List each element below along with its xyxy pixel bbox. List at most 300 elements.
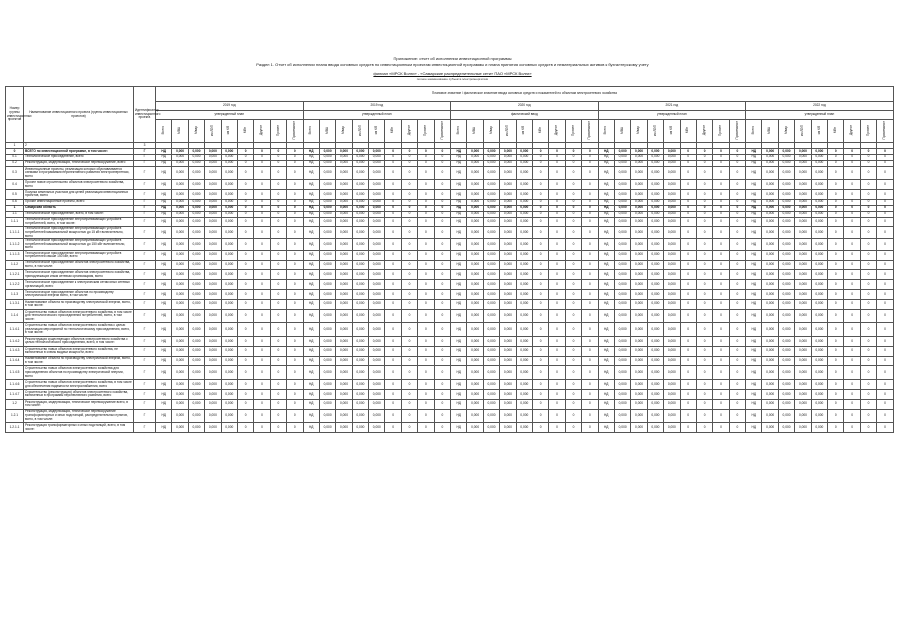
- metric-header-label: МВт: [242, 127, 247, 134]
- row-value: НД: [156, 260, 172, 270]
- row-value: 0: [828, 190, 844, 200]
- row-value: 0: [680, 356, 696, 366]
- row-value: 0,000: [778, 148, 794, 154]
- metric-header-label: Прочее: [718, 124, 723, 136]
- row-value: 0,000: [369, 270, 385, 280]
- row-value: 0,000: [647, 166, 663, 180]
- row-value: 0: [549, 299, 565, 309]
- row-value: 0,000: [319, 323, 335, 337]
- row-value: 0,000: [369, 180, 385, 190]
- row-value: 0: [680, 323, 696, 337]
- metric-header: [631, 120, 647, 143]
- row-value: 0,000: [795, 409, 811, 423]
- row-value: 0,000: [221, 205, 237, 211]
- row-value: 0: [877, 199, 894, 205]
- row-id: Г: [134, 380, 156, 390]
- row-value: 0: [237, 309, 253, 323]
- row-value: 0,000: [467, 323, 483, 337]
- row-name: Строительство новых объектов электросетевого хозяйства с целью реализации мероприятий по технологическому присоединению, всего, в том числе:: [24, 323, 134, 337]
- row-value: НД: [303, 148, 319, 154]
- row-value: 0,000: [811, 160, 827, 166]
- row-value: 0: [828, 280, 844, 290]
- row-value: 0,000: [664, 423, 680, 433]
- row-value: 0,000: [795, 227, 811, 239]
- row-value: 0: [844, 205, 860, 211]
- row-code: 1.1.2.2: [6, 280, 24, 290]
- row-value: НД: [598, 356, 614, 366]
- row-value: 0,000: [795, 166, 811, 180]
- row-value: 0,000: [631, 290, 647, 300]
- row-name: Строительство новых объектов электросетевого хозяйства, в том числе для технологического присоединения потребителей, всего, в том числе:: [24, 309, 134, 323]
- row-value: 0: [287, 389, 303, 399]
- metric-header: [303, 120, 319, 143]
- row-value: 0,000: [319, 356, 335, 366]
- row-value: НД: [451, 154, 467, 160]
- row-value: 0,000: [631, 227, 647, 239]
- row-value: 0: [254, 205, 270, 211]
- row-value: 0,000: [172, 205, 188, 211]
- row-value: 0: [434, 250, 450, 260]
- row-value: 0,000: [221, 217, 237, 227]
- row-value: 0,000: [336, 148, 352, 154]
- row-value: 0,000: [762, 217, 778, 227]
- row-value: 0: [844, 250, 860, 260]
- metric-header: [860, 120, 876, 143]
- row-value: НД: [156, 356, 172, 366]
- row-value: 0,000: [352, 154, 368, 160]
- row-value: НД: [303, 250, 319, 260]
- row-value: 0,000: [762, 270, 778, 280]
- row-value: НД: [303, 409, 319, 423]
- row-value: 0: [713, 366, 729, 380]
- row-value: 0,000: [811, 290, 827, 300]
- row-value: 0,000: [795, 180, 811, 190]
- row-value: 0: [877, 217, 894, 227]
- row-value: 0: [582, 356, 598, 366]
- row-value: 0: [270, 380, 286, 390]
- row-value: 0: [549, 290, 565, 300]
- year-header: 2021 год: [598, 102, 746, 111]
- row-value: 0,000: [336, 299, 352, 309]
- row-code: 0.4: [6, 180, 24, 190]
- row-value: 0,000: [172, 409, 188, 423]
- row-value: 0,000: [205, 239, 221, 251]
- metric-header: [713, 120, 729, 143]
- row-value: 0: [729, 389, 745, 399]
- row-value: 0,000: [778, 160, 794, 166]
- row-value: 0,000: [172, 389, 188, 399]
- table-row: [6, 280, 894, 290]
- row-value: НД: [303, 399, 319, 409]
- row-value: 0: [713, 323, 729, 337]
- row-value: 0: [434, 299, 450, 309]
- row-value: 0: [877, 309, 894, 323]
- row-value: 0: [401, 160, 417, 166]
- row-value: 0,000: [336, 270, 352, 280]
- row-value: 0,000: [483, 166, 499, 180]
- row-value: 0,000: [205, 337, 221, 347]
- row-value: 0,000: [664, 239, 680, 251]
- row-value: 0: [254, 270, 270, 280]
- row-value: 0: [401, 389, 417, 399]
- row-value: 0: [237, 199, 253, 205]
- row-value: 0,000: [500, 211, 516, 217]
- row-code: 1.1.1.1: [6, 227, 24, 239]
- row-value: 0,000: [778, 366, 794, 380]
- row-value: 0: [254, 180, 270, 190]
- row-value: 0,000: [778, 154, 794, 160]
- row-value: 0,000: [795, 337, 811, 347]
- row-value: НД: [451, 148, 467, 154]
- row-value: 0: [287, 148, 303, 154]
- row-value: 0,000: [811, 239, 827, 251]
- col-header-code: Номер группы инвестиционных проектов: [6, 87, 24, 143]
- row-value: 0,000: [467, 260, 483, 270]
- row-value: 0: [237, 154, 253, 160]
- row-value: 0: [434, 380, 450, 390]
- row-value: 0,000: [516, 211, 532, 217]
- table-row: [6, 366, 894, 380]
- row-value: 0: [401, 399, 417, 409]
- metric-header-label: км КЛ: [521, 125, 526, 135]
- row-value: НД: [598, 217, 614, 227]
- row-value: 0: [385, 389, 401, 399]
- row-code: 1.1.4.6: [6, 380, 24, 390]
- row-value: 0: [828, 290, 844, 300]
- row-value: 0: [860, 205, 876, 211]
- row-value: 0,000: [352, 299, 368, 309]
- row-value: 0,000: [647, 250, 663, 260]
- row-value: 0,000: [188, 356, 204, 366]
- row-value: 0,000: [811, 217, 827, 227]
- organization-name: филиал «МРСК Волги» - «Самарские распределительные сети» ПАО «МРСК Волги»: [373, 71, 532, 76]
- row-value: 0,000: [762, 346, 778, 356]
- row-value: 0: [270, 180, 286, 190]
- year-subheader: утвержденный план: [156, 111, 304, 120]
- row-id: Г: [134, 290, 156, 300]
- row-value: 0,000: [467, 409, 483, 423]
- row-value: 0,000: [221, 309, 237, 323]
- col-header-span: Плановое значение / фактическое значение ввода основных средств и показателей по объектам электросетевого хозяйства: [156, 87, 894, 102]
- row-value: 0,000: [647, 270, 663, 280]
- row-value: 0: [828, 205, 844, 211]
- row-value: 0: [565, 239, 581, 251]
- row-value: 0,000: [795, 250, 811, 260]
- row-value: 0: [549, 166, 565, 180]
- row-value: 0: [254, 280, 270, 290]
- table-row: [6, 180, 894, 190]
- row-value: 0: [860, 409, 876, 423]
- row-value: 0,000: [483, 389, 499, 399]
- row-value: 0: [549, 399, 565, 409]
- row-value: НД: [598, 389, 614, 399]
- row-value: 0: [270, 399, 286, 409]
- row-value: 0: [582, 309, 598, 323]
- row-value: 0,000: [500, 346, 516, 356]
- row-value: 0: [532, 211, 548, 217]
- row-value: 0,000: [762, 160, 778, 166]
- row-value: 0: [696, 180, 712, 190]
- row-name: Технологическое присоединение, всего, в том числе:: [24, 211, 134, 217]
- row-value: 0: [877, 260, 894, 270]
- row-value: 0: [418, 346, 434, 356]
- row-value: 0,000: [631, 154, 647, 160]
- row-value: 0,000: [516, 409, 532, 423]
- row-value: 0: [401, 239, 417, 251]
- row-value: НД: [598, 280, 614, 290]
- row-value: 0: [385, 148, 401, 154]
- row-value: 0: [549, 323, 565, 337]
- row-value: 0,000: [467, 227, 483, 239]
- row-value: 0,000: [795, 309, 811, 323]
- row-value: 0: [844, 290, 860, 300]
- row-value: 0: [418, 166, 434, 180]
- row-value: 0,000: [467, 160, 483, 166]
- row-value: 0,000: [221, 160, 237, 166]
- row-value: 0: [582, 337, 598, 347]
- row-value: 0: [729, 280, 745, 290]
- row-value: НД: [746, 160, 762, 166]
- row-value: 0: [696, 148, 712, 154]
- row-value: 0: [237, 423, 253, 433]
- row-value: 0: [860, 148, 876, 154]
- row-value: НД: [746, 290, 762, 300]
- row-value: 0,000: [172, 211, 188, 217]
- row-value: 0: [287, 409, 303, 423]
- row-value: 0,000: [631, 190, 647, 200]
- row-value: 0: [713, 148, 729, 154]
- row-value: 0,000: [172, 148, 188, 154]
- row-value: 0,000: [319, 148, 335, 154]
- row-value: 0,000: [205, 346, 221, 356]
- row-value: 0: [877, 290, 894, 300]
- row-value: 0: [860, 154, 876, 160]
- row-value: 0,000: [664, 199, 680, 205]
- row-value: 0: [860, 323, 876, 337]
- row-value: 0: [729, 227, 745, 239]
- row-value: НД: [303, 366, 319, 380]
- row-value: 0,000: [188, 148, 204, 154]
- row-value: 0: [237, 356, 253, 366]
- row-code: 1.1.3.1: [6, 299, 24, 309]
- row-value: 0,000: [221, 154, 237, 160]
- row-value: 0: [418, 409, 434, 423]
- row-value: 0: [385, 309, 401, 323]
- row-value: 0: [237, 399, 253, 409]
- row-value: 0,000: [221, 389, 237, 399]
- row-value: НД: [598, 423, 614, 433]
- row-value: 0,000: [483, 399, 499, 409]
- row-value: 0: [713, 290, 729, 300]
- year-subheader: утвержденный план: [746, 111, 894, 120]
- row-value: 0: [860, 227, 876, 239]
- row-value: 0: [696, 250, 712, 260]
- row-value: НД: [303, 160, 319, 166]
- row-value: 0,000: [336, 280, 352, 290]
- row-value: НД: [156, 389, 172, 399]
- row-value: 0: [434, 260, 450, 270]
- row-code: 0.1: [6, 154, 24, 160]
- row-value: 0,000: [631, 280, 647, 290]
- row-value: 0,000: [467, 190, 483, 200]
- row-value: 0,000: [631, 399, 647, 409]
- row-value: НД: [598, 260, 614, 270]
- row-id: Г: [134, 154, 156, 160]
- row-value: 0,000: [352, 423, 368, 433]
- row-value: НД: [746, 270, 762, 280]
- row-value: 0: [860, 270, 876, 280]
- row-value: НД: [451, 199, 467, 205]
- metric-header: [762, 120, 778, 143]
- row-value: 0: [418, 423, 434, 433]
- row-value: 0,000: [369, 356, 385, 366]
- row-value: 0,000: [762, 423, 778, 433]
- row-value: 0: [237, 190, 253, 200]
- row-value: 0: [532, 166, 548, 180]
- row-value: 0: [401, 270, 417, 280]
- row-value: 0,000: [352, 337, 368, 347]
- row-value: 0: [877, 323, 894, 337]
- row-value: НД: [303, 154, 319, 160]
- row-value: 0: [418, 148, 434, 154]
- row-value: НД: [598, 154, 614, 160]
- row-value: 0: [860, 190, 876, 200]
- row-value: 0,000: [483, 356, 499, 366]
- row-value: 0,000: [369, 217, 385, 227]
- row-value: НД: [156, 280, 172, 290]
- row-value: 0,000: [778, 250, 794, 260]
- row-value: 0: [828, 309, 844, 323]
- row-value: 0,000: [664, 250, 680, 260]
- row-value: 0: [549, 239, 565, 251]
- row-value: 0: [434, 199, 450, 205]
- row-value: НД: [451, 280, 467, 290]
- row-value: 0: [696, 423, 712, 433]
- row-code: 1.1.4.5: [6, 366, 24, 380]
- row-value: 0: [549, 217, 565, 227]
- row-name: Реконструкция, модернизация, техническое перевооружение всего, в том числе:: [24, 399, 134, 409]
- row-value: 0: [434, 346, 450, 356]
- row-value: 0: [287, 337, 303, 347]
- row-value: 0: [680, 148, 696, 154]
- row-value: 0: [680, 250, 696, 260]
- row-value: НД: [156, 366, 172, 380]
- row-value: 0: [565, 409, 581, 423]
- row-value: 0: [582, 346, 598, 356]
- row-value: 0,000: [631, 239, 647, 251]
- row-value: 0: [680, 227, 696, 239]
- metric-header-label: км ЛЭП: [652, 124, 657, 136]
- row-value: 0: [401, 280, 417, 290]
- table-row: [6, 423, 894, 433]
- row-value: 0: [549, 346, 565, 356]
- row-id: Г: [134, 190, 156, 200]
- metric-header: [188, 120, 204, 143]
- row-value: 0: [828, 346, 844, 356]
- row-value: 0: [713, 409, 729, 423]
- row-value: 0: [254, 409, 270, 423]
- row-value: 0: [418, 389, 434, 399]
- row-value: 0: [254, 309, 270, 323]
- row-value: 0,000: [221, 280, 237, 290]
- row-value: 0: [729, 346, 745, 356]
- row-value: НД: [303, 323, 319, 337]
- row-value: 0,000: [205, 280, 221, 290]
- row-value: 0,000: [795, 423, 811, 433]
- row-id: Г: [134, 409, 156, 423]
- metric-header-label: км КЛ: [669, 125, 673, 135]
- row-value: 0: [844, 239, 860, 251]
- row-value: 0: [713, 180, 729, 190]
- row-value: 0,000: [369, 280, 385, 290]
- row-value: 0,000: [516, 299, 532, 309]
- row-value: 0,000: [369, 323, 385, 337]
- row-value: 0: [401, 217, 417, 227]
- row-value: 0,000: [319, 346, 335, 356]
- row-value: 0: [877, 211, 894, 217]
- row-value: 0,000: [811, 323, 827, 337]
- row-value: НД: [746, 346, 762, 356]
- row-value: 0,000: [500, 166, 516, 180]
- row-value: 0,000: [516, 346, 532, 356]
- row-value: 0: [237, 346, 253, 356]
- row-value: 0,000: [172, 180, 188, 190]
- row-value: 0,000: [483, 211, 499, 217]
- row-value: 0: [582, 323, 598, 337]
- row-value: 0: [713, 280, 729, 290]
- row-value: 0: [680, 160, 696, 166]
- row-value: 0: [582, 211, 598, 217]
- row-value: 0,000: [795, 260, 811, 270]
- row-value: 0,000: [319, 199, 335, 205]
- row-id: Г: [134, 239, 156, 251]
- row-value: 0,000: [647, 217, 663, 227]
- report-subtitle: Раздел 1. Отчет об исполнении плана ввода основных средств по инвестиционным проектам инвестиционной программы и плана принятия основных средств и нематериальных активов к бухгалтерскому учету: [256, 62, 649, 67]
- row-value: 0: [237, 290, 253, 300]
- row-value: 0: [549, 227, 565, 239]
- row-value: 0: [532, 199, 548, 205]
- row-value: 0,000: [811, 199, 827, 205]
- row-id: Г: [134, 356, 156, 366]
- row-value: 0,000: [336, 160, 352, 166]
- row-value: 0,000: [500, 250, 516, 260]
- row-value: 0,000: [467, 154, 483, 160]
- row-value: 0: [385, 323, 401, 337]
- row-value: 0,000: [631, 166, 647, 180]
- row-value: 0,000: [778, 309, 794, 323]
- row-value: 0,000: [205, 211, 221, 217]
- row-value: 0,000: [221, 180, 237, 190]
- row-value: 0,000: [647, 180, 663, 190]
- row-value: 0,000: [336, 227, 352, 239]
- row-value: 0: [713, 337, 729, 347]
- row-value: 0,000: [172, 166, 188, 180]
- row-value: 0: [582, 389, 598, 399]
- table-row: [6, 309, 894, 323]
- row-value: 0,000: [172, 280, 188, 290]
- metric-header: [451, 120, 467, 143]
- row-value: НД: [451, 380, 467, 390]
- row-value: 0,000: [336, 380, 352, 390]
- row-value: 0,000: [647, 423, 663, 433]
- row-value: 0: [549, 356, 565, 366]
- row-value: НД: [746, 190, 762, 200]
- row-value: 0: [582, 399, 598, 409]
- row-code: 0.2: [6, 160, 24, 166]
- row-value: 0: [713, 211, 729, 217]
- row-value: 0,000: [516, 148, 532, 154]
- row-value: 0,000: [467, 239, 483, 251]
